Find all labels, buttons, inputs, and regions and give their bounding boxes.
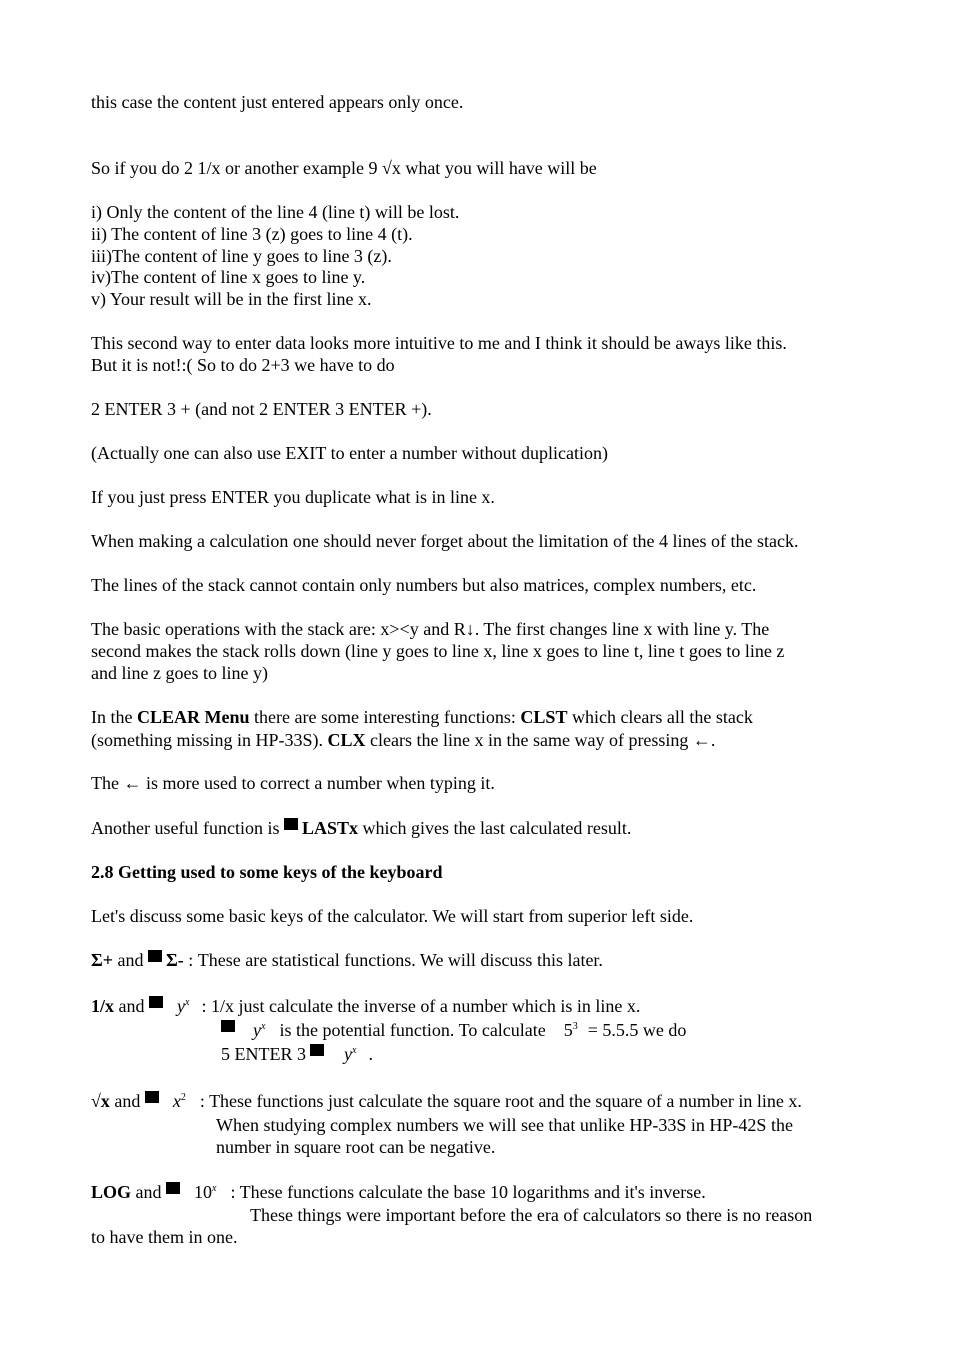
text: and [109, 1091, 145, 1111]
shift-key-icon [145, 1091, 159, 1103]
paragraph-enter: 2 ENTER 3 + (and not 2 ENTER 3 ENTER +). [91, 399, 432, 419]
power-exponent-x: x [261, 1021, 266, 1032]
paragraph-second-way-line2: But it is not!:( So to do 2+3 we have to do [91, 355, 395, 375]
paragraph-lastx [91, 817, 631, 839]
paragraph-limitation: When making a calculation one should never forget about the limitation of the 4 lines of the stack. [91, 531, 799, 551]
list-item: i) Only the content of the line 4 (line t) will be lost. [91, 202, 460, 222]
text: and [114, 996, 150, 1016]
clx-label: CLX [327, 730, 366, 750]
list-item: v) Your result will be in the first line x. [91, 289, 372, 309]
text: and [131, 1182, 167, 1202]
sigma-plus-label: Σ+ [91, 950, 114, 970]
list-item: iv)The content of line x goes to line y. [91, 267, 366, 287]
paragraph-duplicate: If you just press ENTER you duplicate what is in line x. [91, 487, 495, 507]
text: = 5.5.5 we do [587, 1020, 687, 1040]
shift-key-icon [148, 950, 162, 962]
paragraph-inverse-line1 [91, 995, 640, 1021]
shift-key-icon [284, 818, 298, 830]
text: there are some interesting functions: [249, 707, 521, 727]
paragraph-sigma [91, 949, 603, 971]
text: In the [91, 707, 137, 727]
example-exponent: 3 [572, 1021, 578, 1032]
text: : 1/x just calculate the inverse of a number which is in line x. [201, 996, 641, 1016]
power-exponent-x: x [185, 997, 190, 1008]
square-base-x: x [172, 1091, 181, 1111]
text: : These are statistical functions. We will discuss this later. [183, 950, 603, 970]
paragraph-basic-ops-line3: and line z goes to line y) [91, 663, 268, 683]
sigma-minus-label: Σ- [166, 950, 184, 970]
power-exponent-x: x [352, 1045, 357, 1056]
clst-label: CLST [520, 707, 568, 727]
text: and [113, 950, 149, 970]
power-base-y: y [253, 1020, 261, 1040]
paragraph-sqrt-line3: number in square root can be negative. [216, 1137, 496, 1157]
lastx-label: LASTx [301, 818, 358, 838]
text: is the potential function. To calculate [279, 1020, 546, 1040]
sqrt-key-label: √x [91, 1091, 110, 1111]
power-base-y: y [177, 996, 186, 1016]
text: which gives the last calculated result. [358, 818, 632, 838]
paragraph-log-line3: to have them in one. [91, 1227, 238, 1247]
text: Another useful function is [91, 818, 284, 838]
text: (something missing in HP-33S). [91, 730, 328, 750]
exp10-exponent: x [212, 1183, 217, 1194]
square-exponent: 2 [180, 1092, 186, 1103]
paragraph-backspace: The ← is more used to correct a number when typing it. [91, 773, 495, 793]
shift-key-icon [221, 1020, 235, 1032]
paragraph-clear-menu-line2 [91, 729, 715, 751]
exp10-base: 10 [194, 1182, 213, 1202]
list-item: iii)The content of line y goes to line 3 (z). [91, 246, 392, 266]
paragraph-sqrt-line1 [91, 1090, 802, 1116]
text: which clears all the stack [567, 707, 753, 727]
paragraph-basic-ops-line2: second makes the stack rolls down (line y goes to line x, line x goes to line t, line t goes to line z [91, 641, 785, 661]
text: 5 ENTER 3 [221, 1044, 306, 1064]
paragraph-exit: (Actually one can also use EXIT to enter a number without duplication) [91, 443, 609, 463]
section-heading: 2.8 Getting used to some keys of the keyboard [91, 862, 443, 882]
log-key-label: LOG [91, 1182, 132, 1202]
list-item: ii) The content of line 3 (z) goes to line 4 (t). [91, 224, 413, 244]
paragraph-stack-lines: The lines of the stack cannot contain only numbers but also matrices, complex numbers, etc. [91, 575, 757, 595]
paragraph-inverse-line3 [221, 1043, 373, 1069]
paragraph-intro: this case the content just entered appears only once. [91, 92, 464, 112]
paragraph-clear-menu-line1 [91, 706, 753, 728]
paragraph-log-line2: These things were important before the era of calculators so there is no reason [250, 1205, 813, 1225]
clear-menu-label: CLEAR Menu [136, 707, 250, 727]
example-base: 5 [563, 1020, 573, 1040]
paragraph-basic-ops-line1: The basic operations with the stack are: x><y and R↓. The first changes line x with line y. The [91, 619, 770, 639]
inverse-key-label: 1/x [91, 996, 115, 1016]
paragraph-inverse-line2 [221, 1019, 686, 1045]
shift-key-icon [149, 996, 163, 1008]
shift-key-icon [166, 1182, 180, 1194]
paragraph-keys-intro: Let's discuss some basic keys of the calculator. We will start from superior left side. [91, 906, 694, 926]
text: : These functions just calculate the square root and the square of a number in line x. [199, 1091, 802, 1111]
text: : These functions calculate the base 10 logarithms and it's inverse. [230, 1182, 706, 1202]
paragraph-second-way-line1: This second way to enter data looks more intuitive to me and I think it should be aways like this. [91, 333, 787, 353]
paragraph-sqrt-line2: When studying complex numbers we will see that unlike HP-33S in HP-42S the [216, 1115, 793, 1135]
text: . [368, 1044, 373, 1064]
power-base-y: y [344, 1044, 352, 1064]
paragraph-example: So if you do 2 1/x or another example 9 √x what you will have will be [91, 158, 597, 178]
text: clears the line x in the same way of pressing ←. [365, 730, 716, 750]
shift-key-icon [310, 1044, 324, 1056]
